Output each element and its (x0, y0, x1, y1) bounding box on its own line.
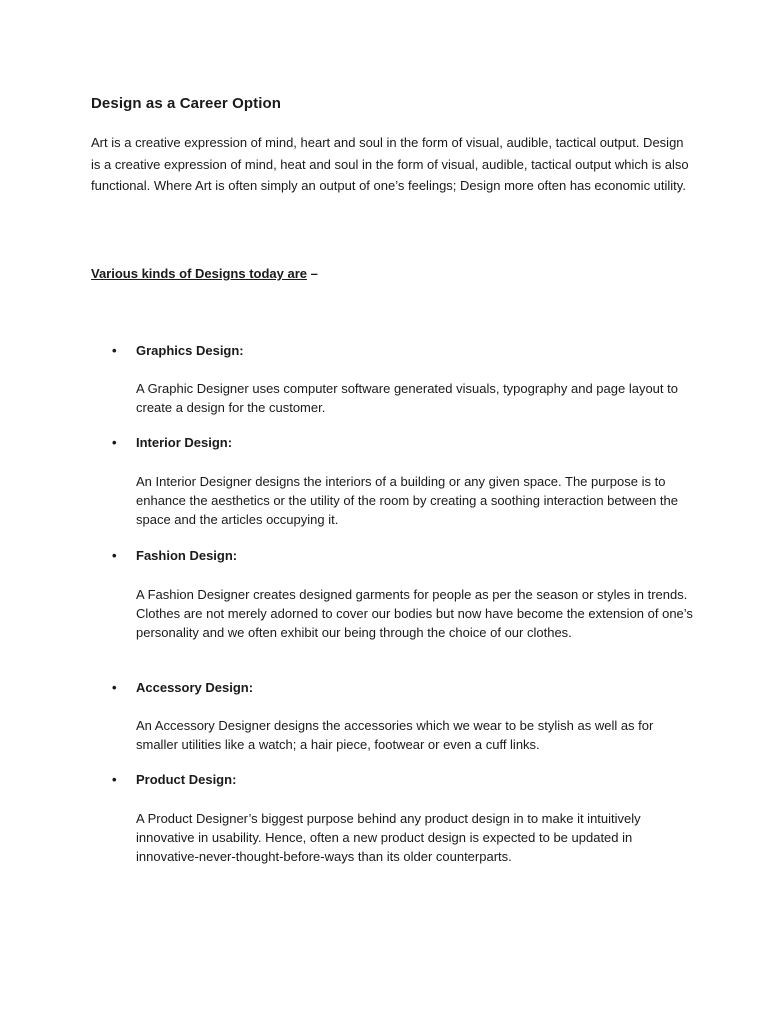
item-heading-text: Graphics Design: (136, 343, 244, 358)
intro-paragraph: Art is a creative expression of mind, heart and soul in the form of visual, audible, tactical output. Design is a creative expression of mind, heat and soul in the form of visual, audible, tactical output which is also functional. Where Art is often simply an output of one’s feelings; Design more often has economic utility. (91, 135, 689, 193)
document-title: Design as a Career Option (91, 95, 282, 112)
list-item-heading (112, 680, 253, 695)
item-heading-text: Fashion Design: (136, 548, 238, 563)
list-item-heading (112, 435, 232, 450)
list-item-body: An Interior Designer designs the interiors of a building or any given space. The purpose is to enhance the aesthetics or the utility of the room by creating a soothing interaction between the space and the articles occupying it. (136, 474, 679, 528)
list-item-heading (112, 548, 237, 563)
section-heading-dash: – (310, 266, 318, 281)
list-item-body: A Product Designer’s biggest purpose behind any product design in to make it intuitively innovative in usability. Hence, often a new product design is expected to be updated in innovative-never-thought-before-ways than its older counterparts. (136, 811, 641, 865)
bullet-icon: • (112, 772, 117, 787)
section-heading (91, 266, 318, 281)
list-item-heading (112, 343, 244, 358)
section-heading-text: Various kinds of Designs today are (91, 266, 308, 281)
bullet-icon: • (112, 548, 117, 563)
item-heading-text: Interior Design: (136, 435, 233, 450)
bullet-icon: • (112, 680, 117, 695)
list-item-body: A Graphic Designer uses computer software generated visuals, typography and page layout to create a design for the customer. (136, 381, 678, 416)
list-item-heading (112, 772, 236, 787)
item-heading-text: Product Design: (136, 772, 237, 787)
item-heading-text: Accessory Design: (136, 680, 254, 695)
bullet-icon: • (112, 343, 117, 358)
list-item-body: An Accessory Designer designs the accessories which we wear to be stylish as well as for smaller utilities like a watch; a hair piece, footwear or even a cuff links. (136, 718, 654, 753)
bullet-icon: • (112, 435, 117, 450)
list-item-body: A Fashion Designer creates designed garments for people as per the season or styles in trends. Clothes are not merely adorned to cover our bodies but now have become the extension of one’s personality and we often exhibit our being through the choice of our clothes. (136, 587, 693, 641)
